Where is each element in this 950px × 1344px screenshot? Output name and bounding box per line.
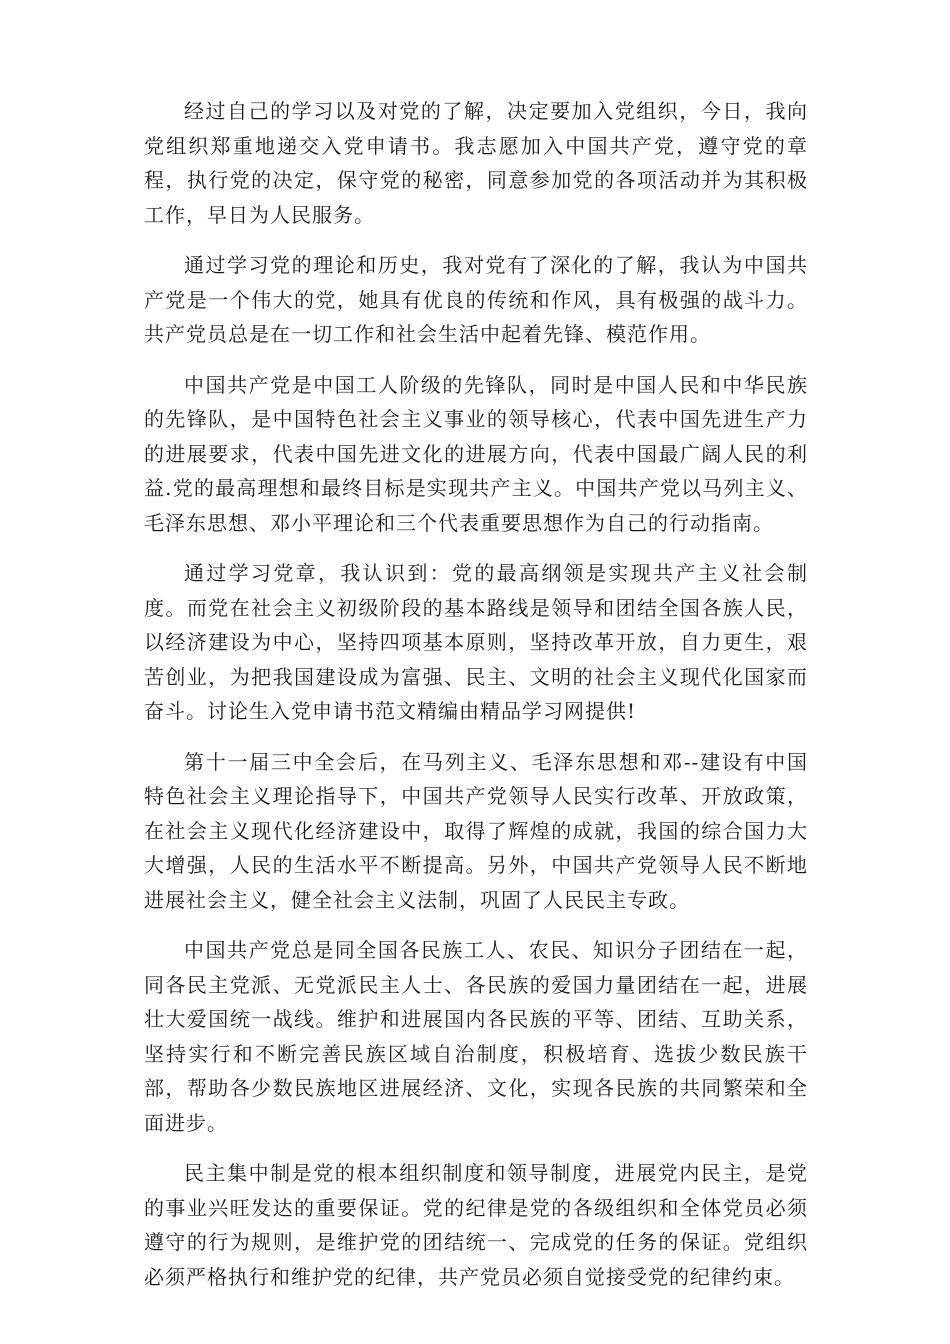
paragraph-2: 通过学习党的理论和历史，我对党有了深化的了解，我认为中国共产党是一个伟大的党，她具有优良的传统和作风，具有极强的战斗力。共产党员总是在一切工作和社会生活中起着先锋、模范作用。 [144,253,808,346]
paragraph-3: 中国共产党是中国工人阶级的先锋队，同时是中国人民和中华民族的先锋队，是中国特色社会主义事业的领导核心，代表中国先进生产力的进展要求，代表中国先进文化的进展方向，代表中国最广阔人民的利益.党的最高理想和最终目标是实现共产主义。中国共产党以马列主义、毛泽东思想、邓小平理论和三个代表重要思想作为自己的行动指南。 [144,372,808,535]
paragraph-6: 中国共产党总是同全国各民族工人、农民、知识分子团结在一起，同各民主党派、无党派民主人士、各民族的爱国力量团结在一起，进展壮大爱国统一战线。维护和进展国内各民族的平等、团结、互助关系，坚持实行和不断完善民族区域自治制度，积极培育、选拔少数民族干部，帮助各少数民族地区进展经济、文化，实现各民族的共同繁荣和全面进步。 [144,938,808,1135]
paragraph-1: 经过自己的学习以及对党的了解，决定要加入党组织，今日，我向党组织郑重地递交入党申请书。我志愿加入中国共产党，遵守党的章程，执行党的决定，保守党的秘密，同意参加党的各项活动并为其积极工作，早日为人民服务。 [144,99,808,227]
paragraph-4: 通过学习党章，我认识到：党的最高纲领是实现共产主义社会制度。而党在社会主义初级阶段的基本路线是领导和团结全国各族人民，以经济建设为中心，坚持四项基本原则，坚持改革开放，自力更生，艰苦创业，为把我国建设成为富强、民主、文明的社会主义现代化国家而奋斗。讨论生入党申请书范文精编由精品学习网提供! [144,561,808,723]
paragraph-5: 第十一届三中全会后，在马列主义、毛泽东思想和邓--建设有中国特色社会主义理论指导下，中国共产党领导人民实行改革、开放政策，在社会主义现代化经济建设中，取得了辉煌的成就，我国的综合国力大大增强，人民的生活水平不断提高。另外，中国共产党领导人民不断地进展社会主义，健全社会主义法制，巩固了人民民主专政。 [144,749,808,912]
document-page [144,94,808,1310]
paragraph-7: 民主集中制是党的根本组织制度和领导制度，进展党内民主，是党的事业兴旺发达的重要保证。党的纪律是党的各级组织和全体党员必须遵守的行为规则，是维护党的团结统一、完成党的任务的保证。党组织必须严格执行和维护党的纪律，共产党员必须自觉接受党的纪律约束。 [144,1161,808,1289]
